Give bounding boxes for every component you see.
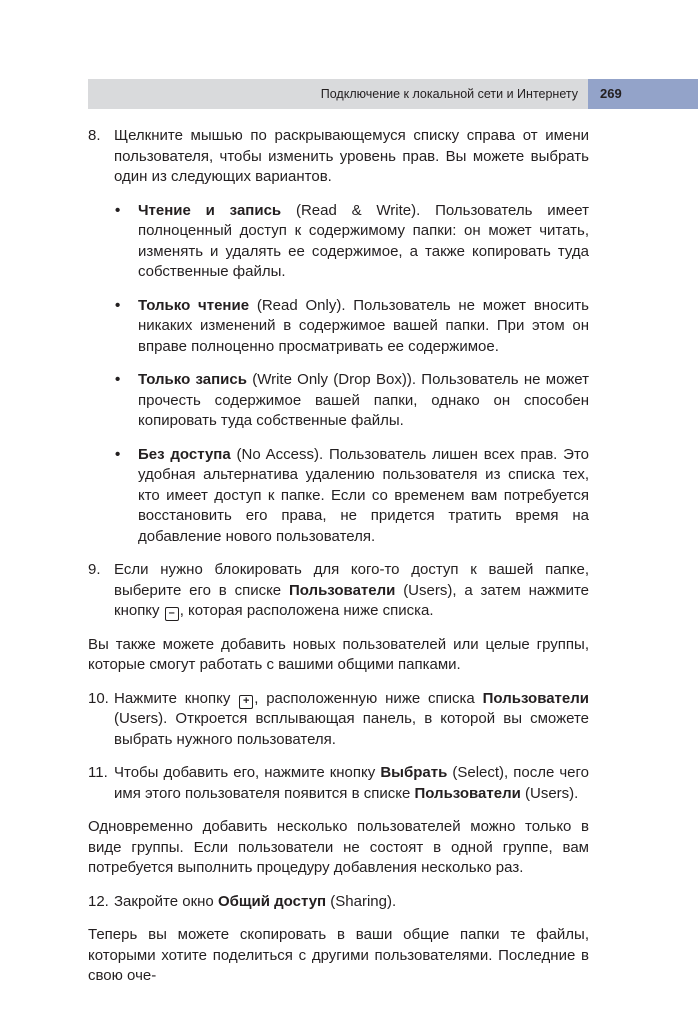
bullet-icon: • <box>115 296 121 314</box>
description: (No Access). Пользователь лишен всех прав. Это удобная альтернатива удалению пользователя из списка тех, кто имеет доступ к папке. Если со временем вам потребуется восстановить его права, не придется тратить время на добавление нового пользователя. <box>138 445 589 545</box>
bullet-icon: • <box>115 445 121 463</box>
paragraph: Вы также можете добавить новых пользователей или целые группы, которые смогут работать с вашими общими папками. <box>88 635 589 673</box>
description: (Read Only). Пользователь не может вносить никаких изменений в содержимое вашей папки. При этом он вправе полноценно просматривать ее содержимое. <box>138 296 589 355</box>
step-12 <box>88 892 589 913</box>
step-number: 8. <box>88 127 101 144</box>
running-header <box>88 79 698 109</box>
users-list-term: Пользователи <box>482 689 589 707</box>
access-levels-list <box>88 201 589 548</box>
list-item <box>88 296 589 358</box>
step-9 <box>88 560 589 622</box>
step-8 <box>88 126 589 188</box>
step-text: (Users). Откроется всплывающая панель, в которой вы сможете выбрать нужного пользователя. <box>114 710 589 748</box>
users-list-term: Пользователи <box>288 581 396 599</box>
step-text: (Sharing). <box>326 892 397 910</box>
step-number: 11. <box>88 764 108 781</box>
page-number: 269 <box>588 79 698 109</box>
step-text: Щелкните мышью по раскрывающемуся списку справа от имени пользователя, чтобы изменить уровень прав. Вы можете выбрать один из следующих вариантов. <box>114 127 589 185</box>
step-10 <box>88 689 589 751</box>
paragraph: Одновременно добавить несколько пользователей можно только в виде группы. Если пользователи не состоят в одной группе, вам потребуется выполнить процедуру добавления несколько раз. <box>88 818 589 876</box>
users-list-term: Пользователи <box>414 784 521 802</box>
list-item <box>88 370 589 432</box>
remove-button-icon: – <box>165 607 179 621</box>
step-text: Нажмите кнопку <box>114 689 239 707</box>
list-item <box>88 201 589 283</box>
term: Только чтение <box>138 296 250 314</box>
step-text: (Users), а затем нажмите кнопку <box>114 581 589 619</box>
step-number: 10. <box>88 689 109 707</box>
chapter-title: Подключение к локальной сети и Интернету <box>320 87 578 101</box>
step-text: Если нужно блокировать для кого-то доступ к вашей папке, выберите его в списке <box>114 561 589 599</box>
step-number: 9. <box>88 561 101 578</box>
step-text: Чтобы добавить его, нажмите кнопку <box>114 764 381 781</box>
step-text: , расположенную ниже списка <box>254 689 483 707</box>
step-text: , которая расположена ниже списка. <box>179 602 434 619</box>
list-item <box>88 445 589 548</box>
term: Без доступа <box>138 445 231 463</box>
bullet-icon: • <box>115 371 121 388</box>
bullet-icon: • <box>115 201 121 219</box>
add-button-icon: + <box>239 695 253 709</box>
term: Чтение и запись <box>138 201 282 219</box>
select-button-term: Выбрать <box>380 764 448 781</box>
term: Только запись <box>138 371 247 388</box>
step-11 <box>88 763 589 804</box>
step-text: Закройте окно <box>114 892 218 910</box>
description: (Read & Write). Пользователь имеет полноценный доступ к содержимому папки: он может читать, изменять и удалять ее содержимое, а также копировать туда собственные файлы. <box>138 201 590 280</box>
sharing-window-term: Общий доступ <box>217 892 327 910</box>
page-body <box>88 126 589 987</box>
paragraph: Теперь вы можете скопировать в ваши общие папки те файлы, которыми хотите поделиться с другими пользователями. Последние в свою оче- <box>88 926 589 984</box>
description: (Write Only (Drop Box)). Пользователь не может прочесть содержимое вашей папки, однако он способен копировать туда собственные файлы. <box>138 371 589 429</box>
step-text: (Users). <box>520 784 579 802</box>
step-text: (Select), после чего имя этого пользователя появится в списке <box>114 764 589 802</box>
step-number: 12. <box>88 892 109 910</box>
